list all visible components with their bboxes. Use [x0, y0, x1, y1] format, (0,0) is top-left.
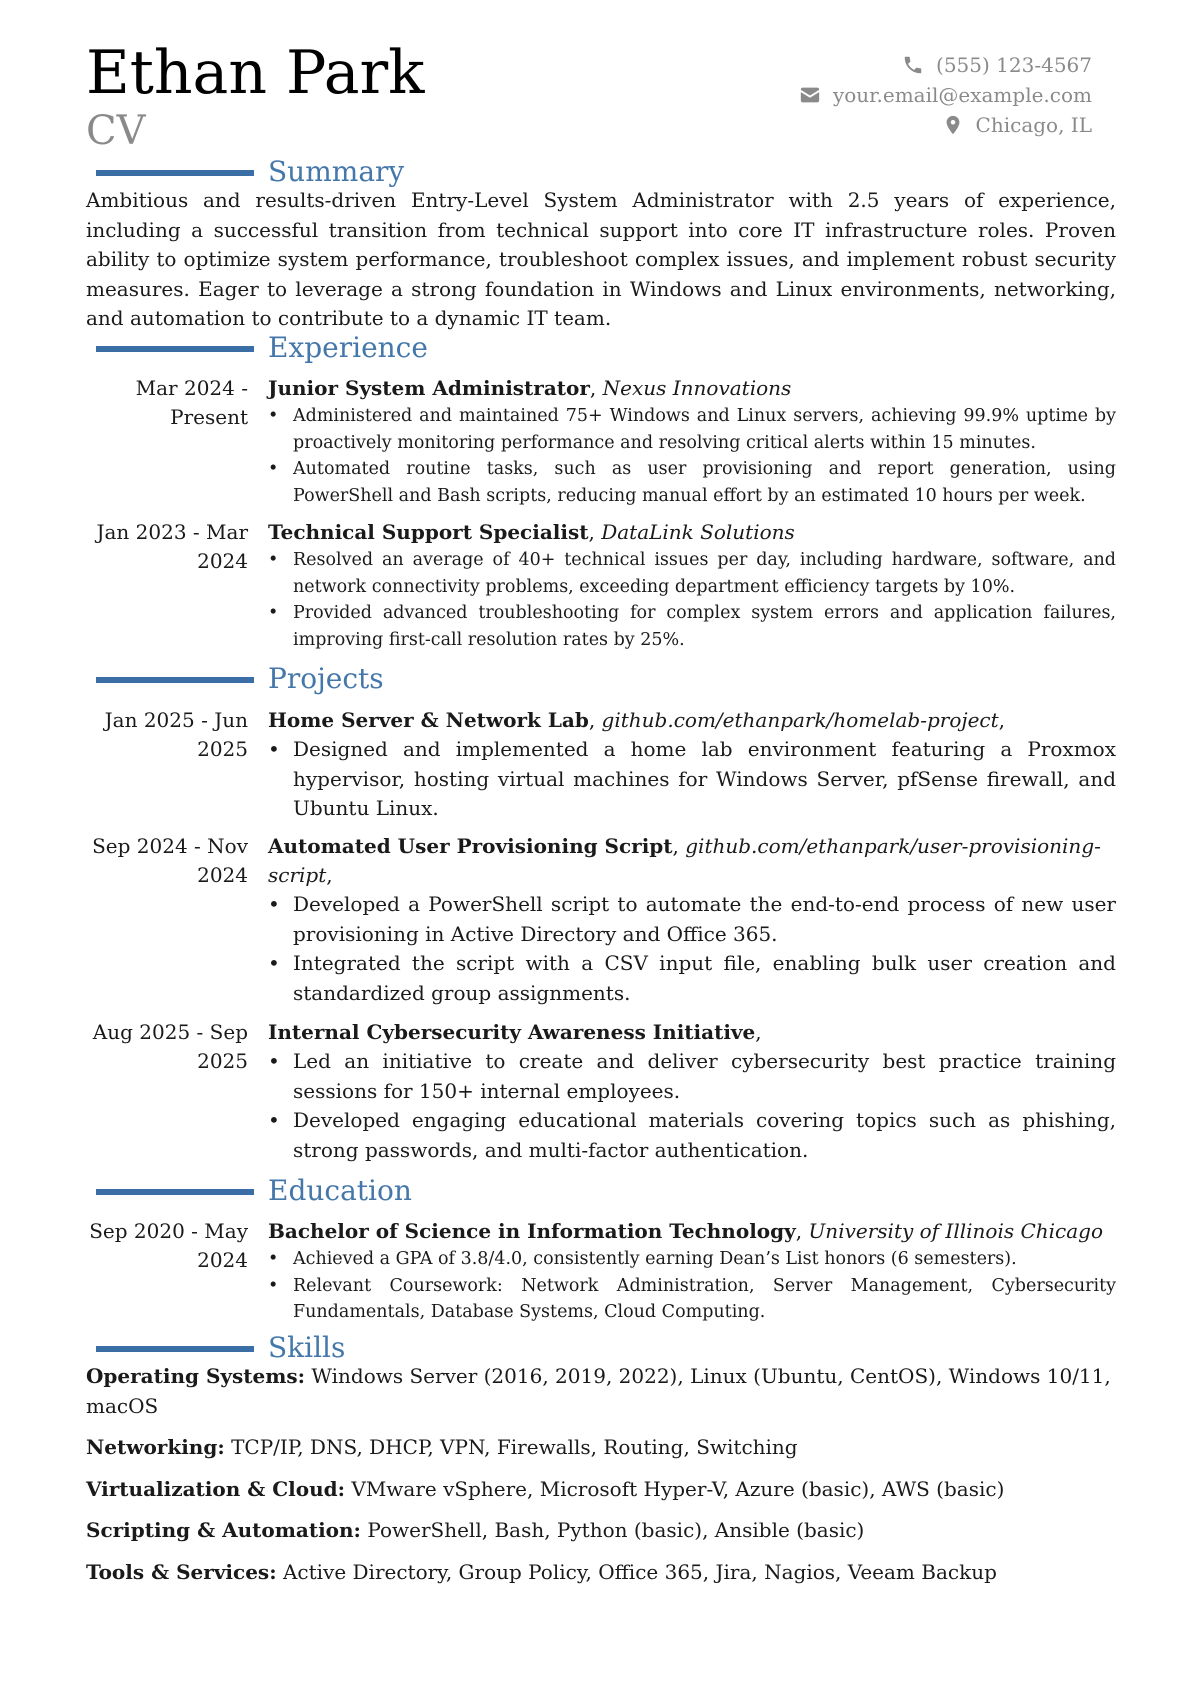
entry-content [268, 374, 1116, 509]
project-title: Automated User Provisioning Script [268, 834, 673, 858]
bullet-list [268, 1246, 1116, 1326]
skill-row [86, 1516, 1116, 1546]
envelope-icon [799, 84, 821, 106]
contact-info [799, 50, 1092, 140]
list-item: • Administered and maintained 75+ Windows and Linux servers, achieving 99.9% uptime by proactively monitoring performance and resolving critical alerts within 15 minutes. [268, 403, 1116, 456]
bullet-list [268, 403, 1116, 509]
entry-content [268, 832, 1116, 1008]
skill-value: TCP/IP, DNS, DHCP, VPN, Firewalls, Routing, Switching [231, 1435, 798, 1459]
bullet-list [268, 1047, 1116, 1165]
skill-row [86, 1433, 1116, 1463]
cv-header [86, 36, 1092, 156]
entry-date: Jan 2023 - Mar 2024 [96, 520, 248, 573]
skill-label: Virtualization & Cloud: [86, 1476, 346, 1501]
entry-title: Automated User Provisioning Script, github.com/ethanpark/user-provisioning-script, [268, 834, 1101, 887]
job-title: Technical Support Specialist [268, 520, 589, 544]
project-title: Internal Cybersecurity Awareness Initiative [268, 1020, 756, 1044]
contact-location [799, 110, 1092, 140]
person-name: Ethan Park [86, 38, 425, 108]
skill-row [86, 1362, 1116, 1421]
entry-content [268, 706, 1116, 824]
list-item: • Provided advanced troubleshooting for complex system errors and application failures, improving first-call resolution rates by 25%. [268, 600, 1116, 653]
project-link[interactable]: github.com/ethanpark/user-provisioning-script [268, 834, 1101, 887]
entry-content [268, 1018, 1116, 1165]
location-text: Chicago, IL [975, 113, 1092, 137]
entry-title: Bachelor of Science in Information Technology, University of Illinois Chicago [268, 1219, 1104, 1243]
project-title: Home Server & Network Lab [268, 708, 589, 732]
list-item: • Led an initiative to create and deliver cybersecurity best practice training sessions for 150+ internal employees. [268, 1047, 1116, 1106]
section-bar [96, 677, 254, 683]
document-subtitle: CV [86, 108, 146, 154]
skill-label: Tools & Services: [86, 1559, 277, 1584]
entry-date: Mar 2024 - Present [135, 376, 248, 429]
section-title: Skills [268, 1331, 346, 1364]
bullet-list [268, 890, 1116, 1008]
email-link[interactable]: your.email@example.com [832, 83, 1092, 107]
list-item: • Automated routine tasks, such as user provisioning and report generation, using PowerShell and Bash scripts, reducing manual effort by an estimated 10 hours per week. [268, 456, 1116, 509]
list-item: • Achieved a GPA of 3.8/4.0, consistently earning Dean’s List honors (6 semesters). [268, 1246, 1116, 1273]
contact-email [799, 80, 1092, 110]
skill-row [86, 1475, 1116, 1505]
section-bar [96, 346, 254, 352]
entry-title: Technical Support Specialist, DataLink Solutions [268, 520, 795, 544]
skill-label: Operating Systems: [86, 1364, 306, 1388]
list-item: • Relevant Coursework: Network Administration, Server Management, Cybersecurity Fundamentals, Database Systems, Cloud Computing. [268, 1273, 1116, 1326]
skill-row [86, 1558, 1116, 1588]
list-item: • Resolved an average of 40+ technical issues per day, including hardware, software, and network connectivity problems, exceeding department efficiency targets by 10%. [268, 547, 1116, 600]
list-item: • Integrated the script with a CSV input file, enabling bulk user creation and standardized group assignments. [268, 949, 1116, 1008]
institution: University of Illinois Chicago [808, 1219, 1104, 1243]
section-bar [96, 170, 254, 176]
organization: DataLink Solutions [601, 520, 795, 544]
entry-content [268, 518, 1116, 653]
job-title: Junior System Administrator [268, 376, 590, 400]
skill-value: PowerShell, Bash, Python (basic), Ansible (basic) [367, 1518, 865, 1542]
entry-date: Aug 2025 - Sep 2025 [92, 1020, 248, 1073]
skill-value: Windows Server (2016, 2019, 2022), Linux (Ubuntu, CentOS), Windows 10/11, macOS [86, 1364, 1111, 1418]
degree-title: Bachelor of Science in Information Technology [268, 1219, 796, 1243]
skill-value: VMware vSphere, Microsoft Hyper-V, Azure (basic), AWS (basic) [351, 1476, 1005, 1501]
section-title: Experience [268, 331, 428, 364]
entry-title: Junior System Administrator, Nexus Innovations [268, 376, 792, 400]
entry-title: Home Server & Network Lab, github.com/ethanpark/homelab-project, [268, 708, 1005, 732]
entry-date: Sep 2024 - Nov 2024 [92, 834, 248, 887]
section-bar [96, 1346, 254, 1352]
list-item: • Developed engaging educational materials covering topics such as phishing, strong passwords, and multi-factor authentication. [268, 1106, 1116, 1165]
phone-number: (555) 123-4567 [936, 53, 1092, 77]
phone-icon [902, 54, 924, 76]
skill-value: Active Directory, Group Policy, Office 365, Jira, Nagios, Veeam Backup [282, 1559, 997, 1584]
entry-date: Jan 2025 - Jun 2025 [104, 708, 248, 761]
organization: Nexus Innovations [602, 376, 792, 400]
skill-label: Networking: [86, 1435, 225, 1459]
project-link[interactable]: github.com/ethanpark/homelab-project [601, 708, 999, 732]
map-pin-icon [942, 114, 964, 136]
list-item: • Developed a PowerShell script to automate the end-to-end process of new user provisioning in Active Directory and Office 365. [268, 890, 1116, 949]
contact-phone [799, 50, 1092, 80]
skill-label: Scripting & Automation: [86, 1518, 361, 1542]
skills-list [86, 1362, 1116, 1599]
bullet-list [268, 735, 1116, 824]
bullet-list [268, 547, 1116, 653]
section-title: Education [268, 1174, 412, 1207]
list-item: • Designed and implemented a home lab environment featuring a Proxmox hypervisor, hosting virtual machines for Windows Server, pfSense firewall, and Ubuntu Linux. [268, 735, 1116, 824]
entry-title: Internal Cybersecurity Awareness Initiative, [268, 1020, 762, 1044]
section-title: Projects [268, 662, 384, 695]
summary-text: Ambitious and results-driven Entry-Level System Administrator with 2.5 years of experience, including a successful transition from technical support into core IT infrastructure roles. Proven ability to optimize system performance, troubleshoot complex issues, and implement robust security measures. Eager to leverage a strong foundation in Windows and Linux environments, networking, and automation to contribute to a dynamic IT team. [86, 188, 1116, 330]
section-bar [96, 1189, 254, 1195]
entry-content [268, 1217, 1116, 1326]
entry-date: Sep 2020 - May 2024 [89, 1219, 248, 1272]
section-title: Summary [268, 155, 405, 188]
